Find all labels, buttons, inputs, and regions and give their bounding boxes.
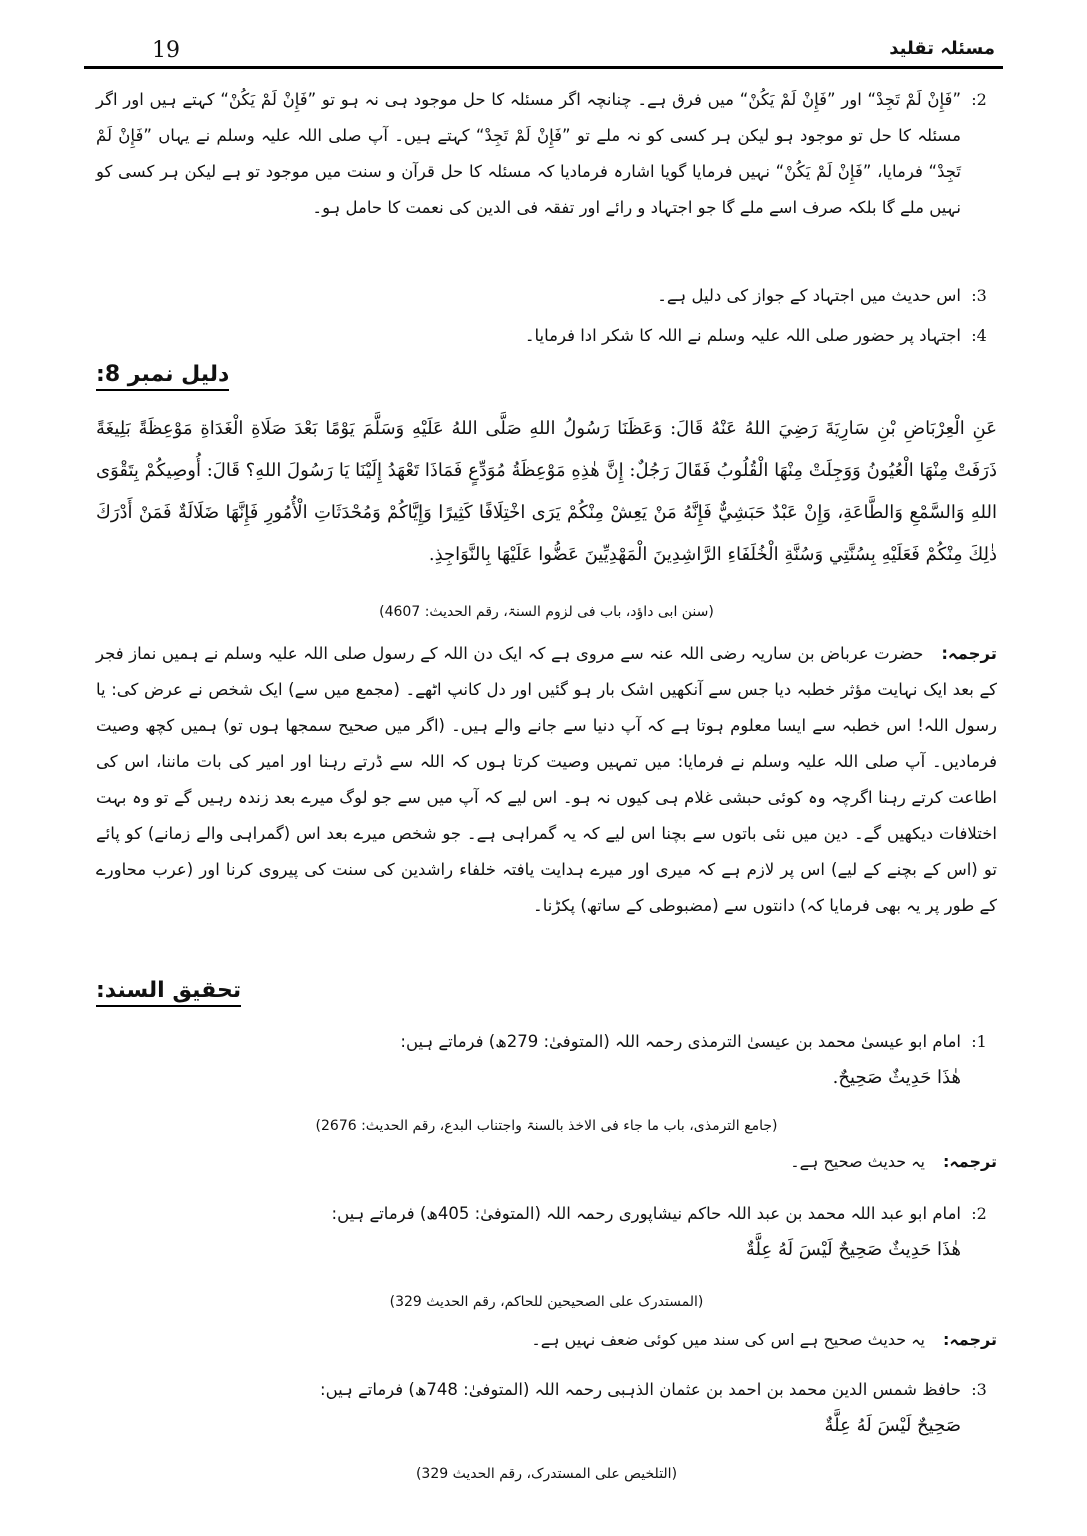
tahqiq-reference-1: (جامع الترمذی، باب ما جاء فی الاخذ بالسنۃ واجتناب البدع، رقم الحدیث: 2676) [315, 1118, 778, 1134]
item-arabic: صَحِيحٌ لَيْسَ لَهُ عِلَّةٌ [824, 1415, 961, 1436]
tahqiq-item-1 [96, 1024, 997, 1096]
item-number: 4: [971, 326, 987, 345]
item-text: اجتہاد پر حضور صلی اللہ علیہ وسلم نے اللہ کا شکر ادا فرمایا۔ [524, 326, 961, 345]
page-number: 19 [152, 38, 180, 63]
hadith-translation [96, 636, 997, 924]
item-number: 3: [971, 286, 987, 305]
item-arabic: هٰذَا حَدِيثٌ صَحِيحٌ. [832, 1067, 961, 1088]
section-heading: تحقیق السند: [96, 978, 241, 1007]
translation-text: حضرت عرباض بن ساریہ رضی اللہ عنہ سے مروی ہے کہ ایک دن اللہ کے رسول صلی اللہ علیہ وسلم نے ہمیں نماز فجر کے بعد ایک نہایت مؤثر خطبہ دیا جس سے آنکھیں اشک بار ہو گئیں اور دل کانپ اٹھے۔ (مجمع میں سے) ایک شخص نے عرض کی: یا رسول اللہ! اس خطبہ سے ایسا معلوم ہوتا ہے کہ آپ دنیا سے جانے والے ہیں۔ (اگر میں صحیح سمجھا ہوں تو) ہمیں کچھ وصیت فرمادیں۔ آپ صلی اللہ علیہ وسلم نے فرمایا: میں تمہیں وصیت کرتا ہوں کہ اللہ سے ڈرتے رہنا اور امیر کی بات ماننا، اس کی اطاعت کرتے رہنا اگرچہ وہ کوئی حبشی غلام ہی کیوں نہ ہو۔ اس لیے کہ آپ میں سے جو لوگ میرے بعد زندہ رہیں گے تو وہ بہت اختلافات دیکھیں گے۔ دین میں نئی باتوں سے بچنا اس لیے کہ یہ گمراہی ہے۔ جو شخص میرے بعد اس (گمراہی والے زمانے) کو پائے تو (اس کے بچنے کے لیے) اس پر لازم ہے کہ میری اور میرے ہدایت یافتہ خلفاء راشدین کی سنت کی پیروی کرنا اور (عرب محاورے کے طور پر یہ بھی فرمایا کہ) دانتوں سے (مضبوطی کے ساتھ) پکڑنا۔ [96, 644, 997, 915]
intro-item-2 [96, 82, 997, 226]
item-text: حافظ شمس الدین محمد بن احمد بن عثمان الذہبی رحمہ اللہ (المتوفیٰ: 748ھ) فرماتے ہیں: [320, 1380, 961, 1399]
tahqiq-item-3 [96, 1372, 997, 1444]
tahqiq-reference-2: (المستدرک علی الصحیحین للحاکم، رقم الحدیث 329) [389, 1294, 704, 1310]
item-text: امام ابو عیسیٰ محمد بن عیسیٰ الترمذی رحمہ اللہ (المتوفیٰ: 279ھ) فرماتے ہیں: [400, 1032, 961, 1051]
item-number: 3: [971, 1380, 987, 1399]
item-number: 1: [971, 1032, 987, 1051]
item-arabic: هٰذَا حَدِيثٌ صَحِيحٌ لَيْسَ لَهُ عِلَّةٌ [745, 1239, 961, 1260]
intro-item-3 [96, 278, 997, 314]
tahqiq-reference-3: (التلخیص علی المستدرک، رقم الحدیث 329) [415, 1466, 678, 1482]
hadith-reference: (سنن ابی داؤد، باب فی لزوم السنۃ، رقم الحدیث: 4607) [379, 604, 714, 620]
book-title: مسئلہ تقلید [889, 38, 995, 59]
tahqiq-item-2 [96, 1196, 997, 1268]
item-text: اس حدیث میں اجتہاد کے جواز کی دلیل ہے۔ [657, 286, 961, 305]
translation-label: ترجمہ: [941, 644, 997, 663]
hadith-arabic-text: عَنِ الْعِرْبَاضِ بْنِ سَارِيَةَ رَضِيَ اللهُ عَنْهُ قَالَ: وَعَظَنَا رَسُولُ اللهِ صَلَّى اللهُ عَلَيْهِ وَسَلَّمَ يَوْمًا بَعْدَ صَلَاةِ الْغَدَاةِ مَوْعِظَةً بَلِيغَةً ذَرَفَتْ مِنْهَا الْعُيُونُ وَوَجِلَتْ مِنْهَا الْقُلُوبُ فَقَالَ رَجُلٌ: إِنَّ هٰذِهِ مَوْعِظَةُ مُوَدِّعٍ فَمَاذَا تَعْهَدُ إِلَيْنَا يَا رَسُولَ اللهِ؟ قَالَ: أُوصِيكُمْ بِتَقْوَى اللهِ وَالسَّمْعِ وَالطَّاعَةِ، وَإِنْ عَبْدٌ حَبَشِيٌّ فَإِنَّهُ مَنْ يَعِشْ مِنْكُمْ يَرَى اخْتِلَافًا كَثِيرًا وَإِيَّاكُمْ وَمُحْدَثَاتِ الْأُمُورِ فَإِنَّهَا ضَلَالَةٌ فَمَنْ أَدْرَكَ ذٰلِكَ مِنْكُمْ فَعَلَيْهِ بِسُنَّتِي وَسُنَّةِ الْخُلَفَاءِ الرَّاشِدِينَ الْمَهْدِيِّينَ عَضُّوا عَلَيْهَا بِالنَّوَاجِذِ. [96, 418, 997, 565]
intro-item-4 [96, 318, 997, 354]
translation-label: ترجمہ: [943, 1330, 997, 1349]
item-text: ”فَإِنْ لَمْ تَجِدْ“ اور ”فَإِنْ لَمْ يَكُنْ“ میں فرق ہے۔ چنانچہ اگر مسئلہ کا حل موجود ہی نہ ہو تو ”فَإِنْ لَمْ يَكُنْ“ کہتے ہیں اور اگر مسئلہ کا حل تو موجود ہو لیکن ہر کسی کو نہ ملے تو ”فَإِنْ لَمْ تَجِدْ“ کہتے ہیں۔ آپ صلی اللہ علیہ وسلم نے یہاں ”فَإِنْ لَمْ تَجِدْ“ فرمایا، ”فَإِنْ لَمْ يَكُنْ“ نہیں فرمایا گویا اشارہ فرمادیا کہ مسئلہ کا حل قرآن و سنت میں موجود تو ہے لیکن ہر کسی کو نہیں ملے گا بلکہ صرف اسے ملے گا جو اجتہاد و رائے اور تفقہ فی الدین کی نعمت کا حامل ہو۔ [96, 90, 961, 217]
tahqiq-translation-2 [96, 1330, 997, 1349]
translation-text: یہ حدیث صحیح ہے اس کی سند میں کوئی ضعف نہیں ہے۔ [531, 1330, 925, 1349]
tahqiq-translation-1 [96, 1152, 997, 1171]
translation-label: ترجمہ: [943, 1152, 997, 1171]
dalil-heading-wrap [96, 362, 997, 391]
translation-text: یہ حدیث صحیح ہے۔ [790, 1152, 925, 1171]
tahqiq-heading-wrap [96, 978, 997, 1007]
item-text: امام ابو عبد اللہ محمد بن عبد اللہ حاکم نیشاپوری رحمہ اللہ (المتوفیٰ: 405ھ) فرماتے ہیں: [331, 1204, 961, 1223]
item-number: 2: [971, 1204, 987, 1223]
header-rule [84, 66, 1003, 69]
item-number: 2: [971, 90, 987, 109]
section-heading: دلیل نمبر 8: [96, 362, 229, 391]
